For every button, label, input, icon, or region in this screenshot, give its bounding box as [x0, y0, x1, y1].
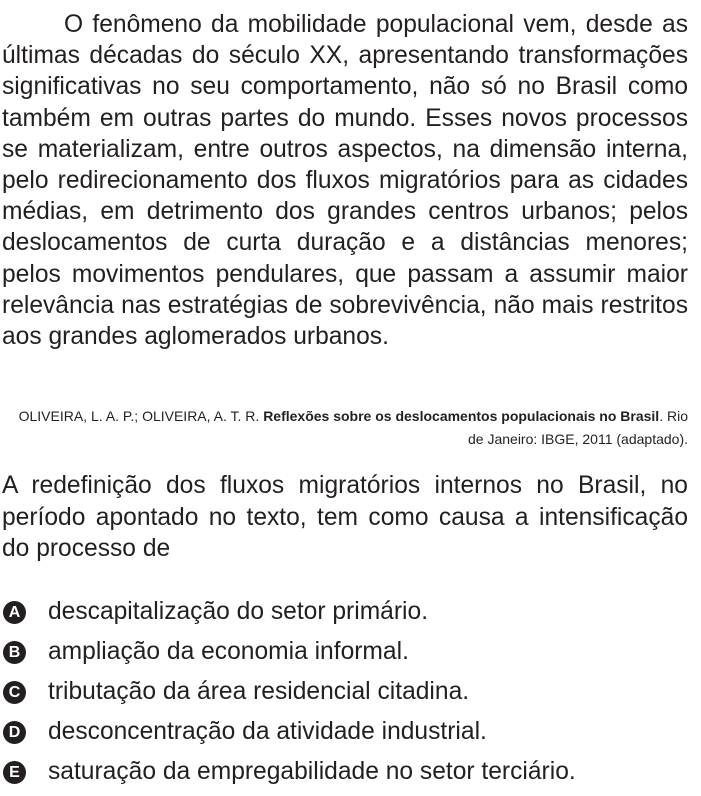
option-letter-badge: C — [3, 681, 26, 704]
option-text: desconcentração da atividade industrial. — [48, 718, 487, 745]
reading-passage: O fenômeno da mobilidade populacional vem, desde as últimas décadas do século XX, apresentando transformações significativas no seu comportamento, não só no Brasil como também em outras partes do mundo. Esses novos processos se materializam, entre outros aspectos, na dimensão interna, pelo redirecionamento dos fluxos migratórios para as cidades médias, em detrimento dos grandes centros urbanos; pelos deslocamentos de curta duração e a distâncias menores; pelos movimentos pendulares, que passam a assumir maior relevância nas estratégias de sobrevivência, não mais restritos aos grandes aglomerados urbanos. — [2, 11, 688, 351]
citation-title: Reflexões sobre os deslocamentos populacionais no Brasil — [263, 408, 660, 424]
option-letter-badge: B — [3, 641, 26, 664]
citation-authors: OLIVEIRA, L. A. P.; OLIVEIRA, A. T. R. — [18, 408, 264, 424]
option-text: tributação da área residencial citadina. — [48, 678, 470, 705]
option-letter-badge: A — [3, 601, 26, 624]
option-c[interactable] — [0, 672, 701, 712]
option-text: ampliação da economia informal. — [48, 638, 409, 665]
option-a[interactable] — [0, 592, 701, 632]
option-letter-badge: E — [3, 761, 26, 784]
option-letter-badge: D — [3, 721, 26, 744]
option-text: saturação da empregabilidade no setor terciário. — [48, 758, 576, 785]
answer-options — [0, 592, 701, 792]
option-d[interactable] — [0, 712, 701, 752]
question-stem: A redefinição dos fluxos migratórios internos no Brasil, no período apontado no texto, tem como causa a intensificação do processo de — [2, 472, 688, 562]
option-text: descapitalização do setor primário. — [48, 598, 429, 625]
source-citation — [2, 405, 688, 451]
citation-publisher: . Rio de Janeiro: IBGE, 2011 (adaptado). — [468, 408, 688, 447]
option-e[interactable] — [0, 752, 701, 792]
option-b[interactable] — [0, 632, 701, 672]
